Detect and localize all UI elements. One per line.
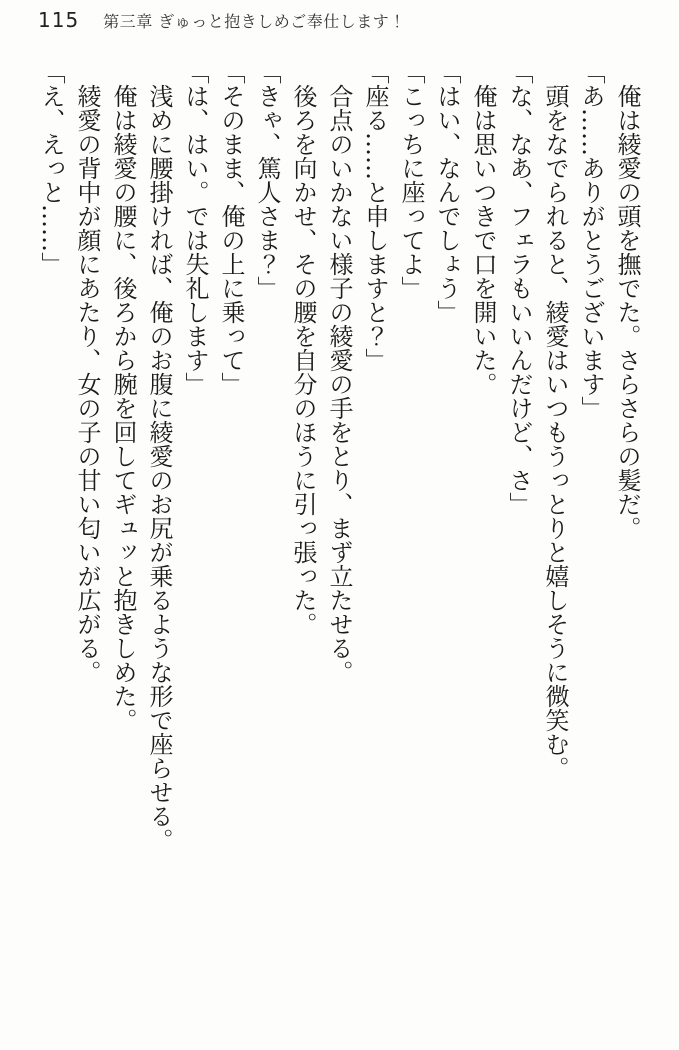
paragraph: 「きゃ、篤人さま？」 — [253, 60, 281, 300]
paragraph: 「座る……と申しますと？」 — [361, 60, 389, 372]
paragraph: 俺は思いつきで口を開いた。 — [469, 84, 497, 396]
paragraph: 「な、なあ、フェラもいいんだけど、さ」 — [505, 60, 533, 516]
paragraph: 合点のいかない様子の綾愛の手をとり、まず立たせる。 — [325, 84, 353, 684]
chapter-title: 第三章 ぎゅっと抱きしめご奉仕します！ — [103, 12, 406, 31]
paragraph: 「は、はい。では失礼します」 — [181, 60, 209, 396]
paragraph: 「え、えっと……」 — [37, 60, 65, 276]
paragraph: 浅めに腰掛ければ、俺のお腹に綾愛のお尻が乗るような形で座らせる。 — [145, 84, 173, 852]
page-header — [38, 8, 406, 32]
vertical-text-body — [33, 60, 645, 1018]
paragraph: 「あ……ありがとうございます」 — [577, 60, 605, 420]
paragraph: 「そのまま、俺の上に乗って」 — [217, 60, 245, 396]
paragraph: 「こっちに座ってよ」 — [397, 60, 425, 300]
page-number: 115 — [38, 8, 80, 32]
paragraph: 俺は綾愛の腰に、後ろから腕を回してギュッと抱きしめた。 — [109, 84, 137, 732]
paragraph: 後ろを向かせ、その腰を自分のほうに引っ張った。 — [289, 84, 317, 636]
paragraph: 「はい、なんでしょう」 — [433, 60, 461, 324]
paragraph: 俺は綾愛の頭を撫でた。さらさらの髪だ。 — [613, 84, 641, 540]
paragraph: 頭をなでられると、綾愛はいつもうっとりと嬉しそうに微笑む。 — [541, 84, 569, 780]
paragraph: 綾愛の背中が顔にあたり、女の子の甘い匂いが広がる。 — [73, 84, 101, 684]
